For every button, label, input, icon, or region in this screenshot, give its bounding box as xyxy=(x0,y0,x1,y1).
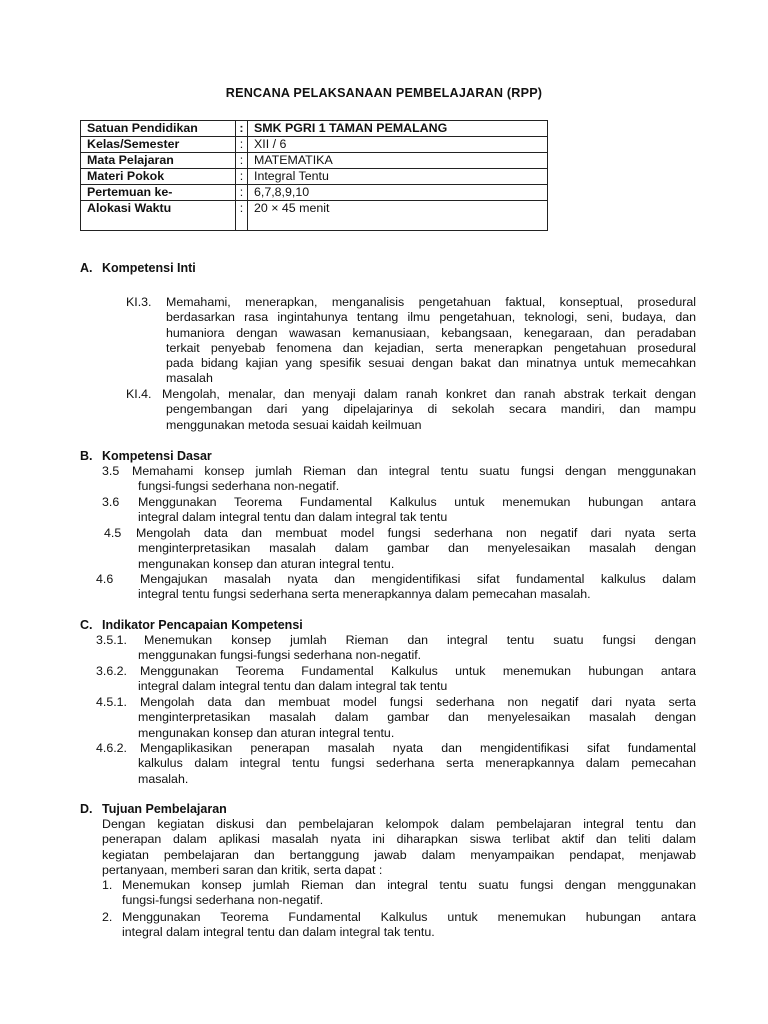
info-separator: : xyxy=(236,153,248,169)
info-row xyxy=(81,185,548,201)
info-label: Alokasi Waktu xyxy=(81,201,236,231)
ki4-item: KI.4. Mengolah, menalar, dan menyaji dalam ranah konkret dan ranah abstrak terkait dengan pengembangan dari yang dipelajarinya di sekolah secara mandiri, dan mampu menggunakan metoda sesuai kaidah keilmuan xyxy=(126,387,696,432)
info-value: 20 × 45 menit xyxy=(248,201,548,231)
info-label: Satuan Pendidikan xyxy=(81,121,236,137)
objective-intro: Dengan kegiatan diskusi dan pembelajaran kelompok dalam pembelajaran integral tentu dan penerapan dalam aplikasi masalah nyata ini diharapkan siswa terlibat aktif dan teliti dalam kegiatan pembelajaran dan bertanggung jawab dalam menyampaikan pendapat, menjawab pertanyaan, memberi saran dan kritik, serta dapat : xyxy=(102,817,696,877)
info-label: Mata Pelajaran xyxy=(81,153,236,169)
info-separator: : xyxy=(236,137,248,153)
kd-item: 4.6 Mengajukan masalah nyata dan mengidentifikasi sifat fundamental kalkulus dalam integral tentu fungsi sederhana serta menerapkannya dalam pemecahan masalah. xyxy=(96,572,696,602)
section-a-heading: A. Kompetensi Inti xyxy=(80,261,196,275)
kd-item: 3.5 Memahami konsep jumlah Rieman dan integral tentu suatu fungsi dengan menggunakan fungsi-fungsi sederhana non-negatif. xyxy=(102,464,696,494)
indicator-item: 4.6.2. Mengaplikasikan penerapan masalah nyata dan mengidentifikasi sifat fundamental kalkulus dalam integral tentu fungsi sederhana serta menerapkannya dalam pemecahan masalah. xyxy=(96,741,696,786)
document-title: RENCANA PELAKSANAAN PEMBELAJARAN (RPP) xyxy=(225,86,543,100)
info-value: XII / 6 xyxy=(248,137,548,153)
info-value: SMK PGRI 1 TAMAN PEMALANG xyxy=(248,121,548,137)
info-row xyxy=(81,201,548,231)
indicator-item: 3.5.1. Menemukan konsep jumlah Rieman dan integral tentu suatu fungsi dengan menggunakan fungsi-fungsi sederhana non-negatif. xyxy=(96,633,696,663)
objective-item: 2. Menggunakan Teorema Fundamental Kalkulus untuk menemukan hubungan antara integral dalam integral tentu dan dalam integral tak tentu. xyxy=(102,910,696,940)
info-separator: : xyxy=(236,185,248,201)
indicator-item: 3.6.2. Menggunakan Teorema Fundamental Kalkulus untuk menemukan hubungan antara integral dalam integral tentu dan dalam integral tak tentu xyxy=(96,664,696,694)
info-label: Pertemuan ke- xyxy=(81,185,236,201)
info-value: 6,7,8,9,10 xyxy=(248,185,548,201)
kd-item: 4.5 Mengolah data dan membuat model fungsi sederhana non negatif dari nyata serta menginterpretasikan masalah dalam gambar dan menyelesaikan masalah dengan mengunakan konsep dan aturan integral tentu. xyxy=(104,526,696,571)
info-separator: : xyxy=(236,169,248,185)
identity-table xyxy=(80,120,548,231)
objective-item: 1. Menemukan konsep jumlah Rieman dan integral tentu suatu fungsi dengan menggunakan fungsi-fungsi sederhana non-negatif. xyxy=(102,878,696,908)
section-c-heading: C. Indikator Pencapaian Kompetensi xyxy=(80,618,303,632)
indicator-item: 4.5.1. Mengolah data dan membuat model fungsi sederhana non negatif dari nyata serta menginterpretasikan masalah dalam gambar dan menyelesaikan masalah dengan mengunakan konsep dan aturan integral tentu. xyxy=(96,695,696,740)
ki-label: KI.3. xyxy=(126,295,152,309)
section-b-heading: B. Kompetensi Dasar xyxy=(80,449,212,463)
ki-label: KI.4. xyxy=(126,387,152,401)
section-d-heading: D. Tujuan Pembelajaran xyxy=(80,802,227,816)
kd-item: 3.6 Menggunakan Teorema Fundamental Kalkulus untuk menemukan hubungan antara integral dalam integral tentu dan dalam integral tak tentu xyxy=(102,495,696,525)
info-label: Materi Pokok xyxy=(81,169,236,185)
ki3-item: KI.3. Memahami, menerapkan, menganalisis pengetahuan faktual, konseptual, prosedural berdasarkan rasa ingintahunya tentang ilmu pengetahuan, teknologi, seni, budaya, dan humaniora dengan wawasan kemanusiaan, kebangsaan, kenegaraan, dan peradaban terkait penyebab fenomena dan kejadian, serta menerapkan pengetahuan prosedural pada bidang kajian yang spesifik sesuai dengan bakat dan minatnya untuk memecahkan masalah xyxy=(126,295,696,386)
info-row xyxy=(81,137,548,153)
info-value: Integral Tentu xyxy=(248,169,548,185)
info-row xyxy=(81,121,548,137)
info-separator: : xyxy=(236,201,248,231)
info-row xyxy=(81,153,548,169)
info-value: MATEMATIKA xyxy=(248,153,548,169)
info-label: Kelas/Semester xyxy=(81,137,236,153)
info-separator: : xyxy=(236,121,248,137)
info-row xyxy=(81,169,548,185)
